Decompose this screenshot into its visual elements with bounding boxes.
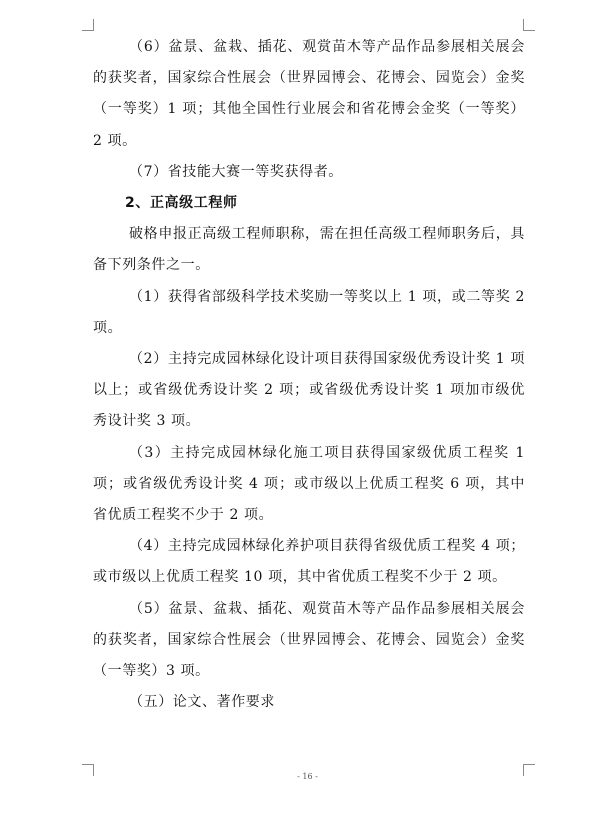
document-body bbox=[93, 32, 525, 718]
paragraph-item-7: （7）省技能大赛一等奖获得者。 bbox=[129, 163, 343, 180]
paragraph-condition-5: （5）盆景、盆栽、插花、观赏苗木等产品作品参展相关展会的获奖者，国家综合性展会（世界园博会、花博会、园览会）金奖（一等奖）3 项。 bbox=[93, 600, 525, 680]
paragraph-condition-2: （2）主持完成园林绿化设计项目获得国家级优秀设计奖 1 项以上；或省级优秀设计奖 2 项；或省级优秀设计奖 1 项加市级优秀设计奖 3 项。 bbox=[93, 351, 525, 430]
paragraph-condition-3: （3）主持完成园林绿化施工项目获得国家级优质工程奖 1 项；或省级优秀设计奖 4 项；或市级以上优质工程奖 6 项，其中省优质工程奖不少于 2 项。 bbox=[93, 444, 525, 524]
paragraph-item-6: （6）盆景、盆栽、插花、观赏苗木等产品作品参展相关展会的获奖者，国家综合性展会（世界园博会、花博会、园览会）金奖（一等奖）1 项；其他全国性行业展会和省花博会金奖（一等奖）2 项。 bbox=[93, 39, 525, 149]
crop-mark-top-left bbox=[82, 19, 94, 31]
paragraph-intro: 破格申报正高级工程师职称，需在担任高级工程师职务后，具备下列条件之一。 bbox=[93, 226, 525, 274]
page-number: - 16 - bbox=[297, 772, 318, 781]
section-subheading: （五）论文、著作要求 bbox=[129, 694, 275, 711]
paragraph-condition-4: （4）主持完成园林绿化养护项目获得省级优质工程奖 4 项；或市级以上优质工程奖 10 项，其中省优质工程奖不少于 2 项。 bbox=[93, 538, 525, 586]
crop-mark-top-right bbox=[523, 19, 535, 31]
paragraph-condition-1: （1）获得省部级科学技术奖励一等奖以上 1 项，或二等奖 2 项。 bbox=[93, 288, 525, 336]
section-heading: 2、正高级工程师 bbox=[125, 195, 238, 212]
